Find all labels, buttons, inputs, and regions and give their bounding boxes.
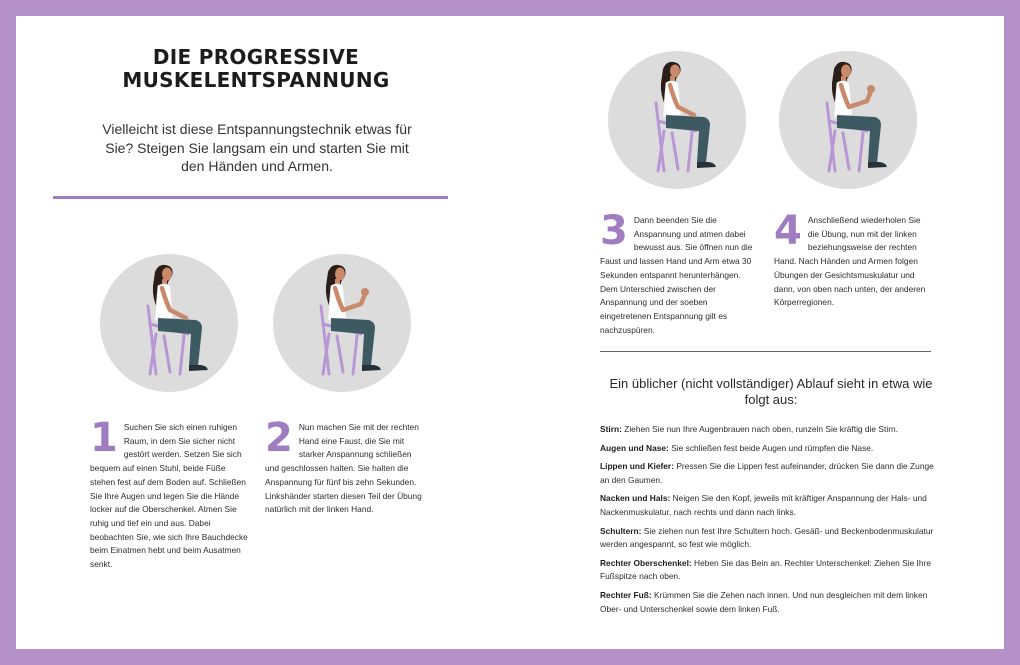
list-text: Sie ziehen nun fest Ihre Schultern hoch. Gesäß- und Beckenbodenmuskulatur werden angespannt, so fest wie möglich. — [600, 525, 934, 550]
page-title: DIE PROGRESSIVE MUSKELENTSPANNUNG — [122, 45, 390, 92]
step-number: 2 — [265, 415, 293, 461]
list-term: Rechter Fuß: — [600, 589, 652, 600]
seated-fist-figure-icon — [273, 254, 411, 392]
list-text: Krümmen Sie die Zehen nach innen. Und nun desgleichen mit dem linken Ober- und Unterschenkel sowie dem linken Fuß. — [600, 589, 928, 614]
list-term: Rechter Oberschenkel: — [600, 557, 692, 568]
list-text: Heben Sie das Bein an. Rechter Unterschenkel: Ziehen Sie Ihre Fußspitze nach oben. — [600, 557, 931, 582]
list-item — [600, 525, 940, 552]
list-item — [600, 423, 940, 437]
step-3 — [600, 208, 758, 337]
illustration-fist-left — [273, 254, 411, 392]
divider-line — [600, 351, 931, 352]
list-term: Augen und Nase: — [600, 442, 669, 453]
body-region-list — [600, 423, 940, 621]
list-text: Neigen Sie den Kopf, jeweils mit kräftiger Anspannung der Hals- und Nackenmuskulatur, nach rechts und dann nach links. — [600, 493, 927, 517]
step-text: Nun machen Sie mit der rechten Hand eine Faust, die Sie mit starker Anspannung schließen und geschlossen halten. Sie halten die Anspannung für fünf bis zehn Sekunden. Linkshänder starten diesen Teil der Übung natürlich mit der linken Hand. — [265, 422, 422, 515]
list-text: Pressen Sie die Lippen fest aufeinander, drücken Sie dann die Zunge an den Gaumen. — [600, 461, 934, 485]
illustration-relaxed-left — [100, 254, 238, 392]
step-4 — [774, 208, 932, 310]
seated-fist-figure-icon — [779, 51, 917, 189]
list-item — [600, 589, 940, 616]
step-text: Anschließend wiederholen Sie die Übung, nun mit der linken beziehungsweise der rechten Hand. Nach Händen und Armen folgen Übungen der Gesichtsmuskulatur und dann, von oben nach unten, der anderen Körperregionen. — [774, 215, 926, 308]
list-item — [600, 492, 940, 519]
list-item — [600, 557, 940, 584]
intro-text: Vielleicht ist diese Entspannungstechnik etwas für Sie? Steigen Sie langsam ein und starten Sie mit den Händen und Armen. — [102, 121, 412, 174]
list-item — [600, 460, 940, 487]
list-item — [600, 442, 940, 456]
list-heading: Ein üblicher (nicht vollständiger) Ablauf sieht in etwa wie folgt aus: — [609, 376, 933, 407]
step-number: 4 — [774, 208, 802, 254]
step-text: Suchen Sie sich einen ruhigen Raum, in dem Sie sicher nicht gestört werden. Setzen Sie sich bequem auf einen Stuhl, beide Füße stehen fest auf dem Boden auf. Schließen Sie Ihre Augen und legen Sie die Hände locker auf die Oberschenkel. Atmen Sie ruhig und tief ein und aus. Dabei beobachten Sie, wie sich Ihre Bauchdecke beim Einatmen hebt und beim Ausatmen senkt. — [90, 422, 248, 570]
seated-relaxed-figure-icon — [608, 51, 746, 189]
divider-line — [53, 196, 448, 199]
list-term: Lippen und Kiefer: — [600, 461, 674, 472]
illustration-fist-right — [779, 51, 917, 189]
list-text: Sie schließen fest beide Augen und rümpfen die Nase. — [671, 442, 874, 453]
step-number: 3 — [600, 208, 628, 254]
step-number: 1 — [90, 415, 118, 461]
seated-relaxed-figure-icon — [100, 254, 238, 392]
step-text: Dann beenden Sie die Anspannung und atmen dabei bewusst aus. Sie öffnen nun die Faust und lassen Hand und Arm etwa 30 Sekunden entspannt herunterhängen. Dem Unterschied zwischen der Anspannung und der soeben eingetretenen Entspannung gilt es nachzuspüren. — [600, 215, 753, 335]
list-term: Nacken und Hals: — [600, 493, 671, 504]
step-1 — [90, 415, 248, 572]
list-term: Schultern: — [600, 525, 642, 536]
list-term: Stirn: — [600, 424, 622, 434]
step-2 — [265, 415, 423, 517]
list-text: Ziehen Sie nun Ihre Augenbrauen nach oben, runzeln Sie kräftig die Stirn. — [624, 424, 898, 434]
book-spread — [16, 16, 1004, 649]
illustration-relaxed-right — [608, 51, 746, 189]
